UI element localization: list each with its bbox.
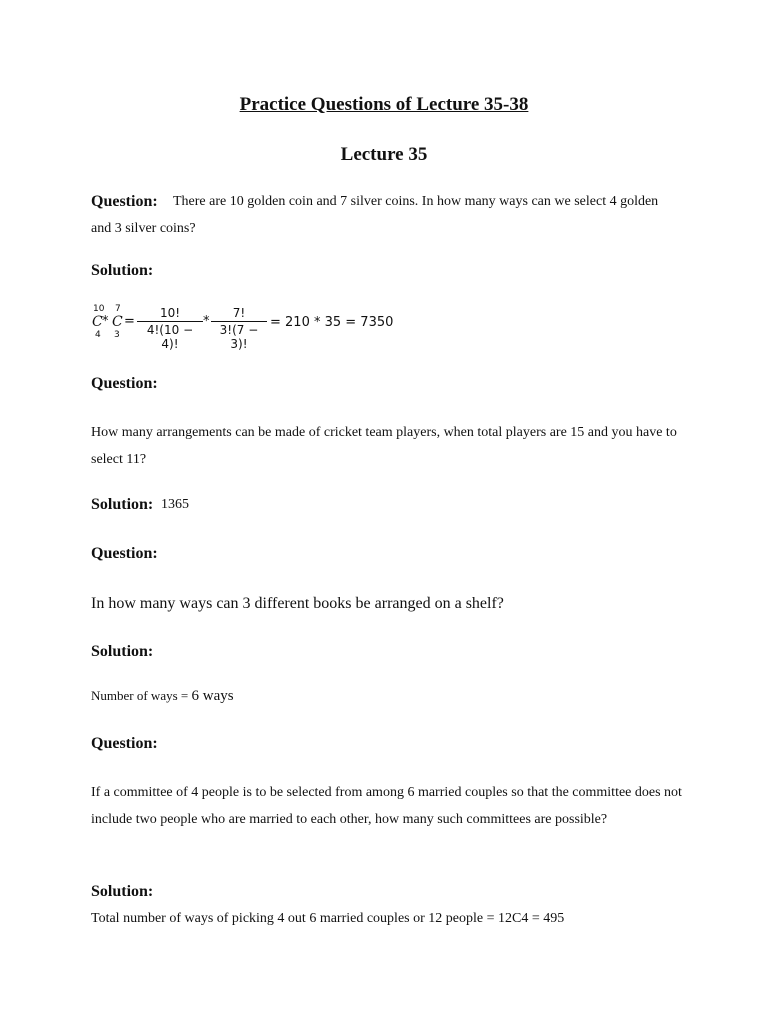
- question-label: Question:: [91, 193, 158, 210]
- question-label: Question:: [91, 545, 158, 562]
- solution-line: [91, 687, 234, 705]
- c2-superscript: 7: [115, 304, 121, 314]
- question-label: Question:: [91, 735, 158, 752]
- multiply-sign: *: [102, 314, 109, 329]
- question-text: There are 10 golden coin and 7 silver coins. In how many ways can we select 4 golden and 3 silver coins?: [91, 194, 659, 236]
- equals-sign: =: [124, 314, 135, 329]
- solution-label: Solution:: [91, 262, 154, 279]
- solution-label: Solution:: [91, 883, 154, 900]
- question-text: How many arrangements can be made of cricket team players, when total players are 15 and you have to select 11?: [91, 425, 677, 467]
- solution-label: Solution:: [91, 643, 154, 660]
- c2-symbol: C: [112, 314, 123, 330]
- fraction-1-numerator: 10!: [159, 306, 181, 320]
- c1-subscript: 4: [95, 330, 101, 340]
- fraction-2-denominator: 3!(7 − 3)!: [219, 323, 259, 351]
- lecture-heading: Lecture 35: [340, 144, 428, 165]
- solution-value: 6 ways: [191, 688, 234, 704]
- solution-prefix: Number of ways =: [91, 688, 192, 703]
- multiply-sign-2: *: [203, 314, 210, 329]
- solution-label: Solution:: [91, 496, 154, 513]
- question-text: In how many ways can 3 different books be arranged on a shelf?: [91, 595, 504, 612]
- solution-value: 1365: [161, 497, 189, 512]
- fraction-1-denominator: 4!(10 − 4)!: [146, 323, 194, 351]
- solution-text: Total number of ways of picking 4 out 6 married couples or 12 people = 12C4 = 495: [91, 911, 565, 926]
- fraction-1: [137, 306, 203, 351]
- formula-result: = 210 * 35 = 7350: [270, 315, 394, 330]
- question-label: Question:: [91, 375, 158, 392]
- c1-symbol: C: [92, 314, 103, 330]
- c1-superscript: 10: [93, 304, 105, 314]
- question-text: If a committee of 4 people is to be selected from among 6 married couples so that the committee does not include two people who are married to each other, how many such committees are possible?: [91, 785, 682, 827]
- fraction-2: [211, 306, 267, 351]
- c2-subscript: 3: [114, 330, 120, 340]
- page-title: Practice Questions of Lecture 35-38: [239, 94, 529, 115]
- fraction-2-numerator: 7!: [232, 306, 246, 320]
